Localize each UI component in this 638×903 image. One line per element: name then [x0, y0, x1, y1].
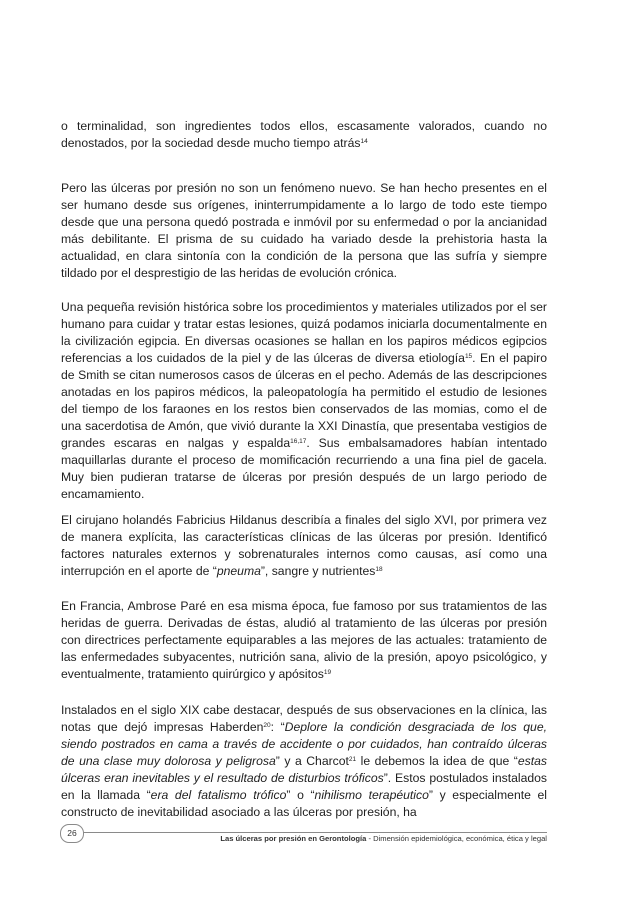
- text-run: o terminalidad, son ingredientes todos ellos, escasamente valorados, cuando no denostados, por la sociedad desde mucho tiempo atrás: [61, 119, 547, 150]
- footnote-ref: 20: [263, 722, 271, 729]
- text-run: : “: [270, 720, 285, 734]
- paragraph-2: [61, 180, 547, 282]
- text-run: ” y a Charcot: [275, 754, 349, 768]
- footnote-ref: 19: [323, 669, 332, 676]
- footer-subtitle: - Dimensión epidemiológica, económica, ética y legal: [366, 834, 547, 843]
- text-run: ”. Estos postulados instalados en la llamada “: [61, 771, 547, 802]
- text-run: le debemos la idea de que “: [356, 754, 518, 768]
- footnote-ref: 16,17: [290, 438, 307, 445]
- text-run: ”, sangre y nutrientes: [260, 564, 376, 578]
- italic-quote: Deplore la condición desgraciada de los que, siendo postrados en cama a través de accidente o por cuidados, han contraído úlceras de una clase muy dolorosa y peligrosa: [61, 720, 547, 768]
- text-run: ” y especialmente el constructo de inevitabilidad asociado a las úlceras por presión, ha: [61, 788, 547, 819]
- paragraph-6: [61, 702, 547, 821]
- paragraph-4: [61, 512, 547, 580]
- italic-quote: nihilismo terapéutico: [314, 788, 429, 802]
- italic-quote: estas úlceras eran inevitables y el resultado de disturbios tróficos: [61, 754, 547, 785]
- text-run: En Francia, Ambrose Paré en esa misma época, fue famoso por sus tratamientos de las heridas de guerra. Derivadas de éstas, aludió al tratamiento de las úlceras por presión con directrices perfectamente equiparables a las mejores de las actuales: tratamiento de las enfermedades subyacentes, nutrición sana, alivio de la presión, apoyo psicológico, y eventualmente, tratamiento quirúrgico y apósitos: [61, 599, 547, 681]
- footer-book-title: Las úlceras por presión en Gerontología: [220, 834, 367, 843]
- footer-rule: [61, 832, 547, 833]
- text-run: . Sus embalsamadores habían intentado maquillarlas durante el proceso de momificación recurriendo a una fina piel de gacela. Muy bien pudieran tratarse de úlceras por presión después de un largo periodo de encamamiento.: [61, 436, 547, 501]
- paragraph-5: [61, 598, 547, 683]
- text-run: . En el papiro de Smith se citan numerosos casos de úlceras en el pecho. Además de las descripciones anotadas en los papiros médicos, la paleopatología ha permitido el estudio de lesiones del tiempo de los faraones en los restos bien conservados de las momias, como el de una sacerdotisa de Amón, que vivió durante la XXI Dinastía, que presentaba vestigios de grandes escaras en nalgas y espalda: [61, 351, 547, 450]
- text-run: Instalados en el siglo XIX cabe destacar, después de sus observaciones en la clínica, las notas que dejó impresas Haberden: [61, 703, 547, 734]
- text-run: Pero las úlceras por presión no son un fenómeno nuevo. Se han hecho presentes en el ser humano desde sus orígenes, ininterrumpidamente a lo largo de todo este tiempo desde que una persona quedó postrada e inmóvil por su enfermedad o por la ancianidad más debilitante. El prisma de su cuidado ha variado desde la prehistoria hasta la actualidad, en clara sintonía con la condición de la persona que las sufría y siempre tildado por el desprestigio de las heridas de evolución crónica.: [61, 181, 547, 280]
- text-run: El cirujano holandés Fabricius Hildanus describía a finales del siglo XVI, por primera vez de manera explícita, las características clínicas de las úlceras por presión. Identificó factores naturales externos y sobrenaturales internos como causas, así como una interrupción en el aporte de “: [61, 513, 547, 578]
- footnote-ref: 21: [348, 756, 357, 763]
- italic-quote: era del fatalismo trófico: [150, 788, 287, 802]
- footnote-ref: 15: [464, 353, 473, 360]
- page-number: 26: [60, 824, 84, 843]
- paragraph-1: [61, 118, 547, 152]
- text-run: ” o “: [286, 788, 315, 802]
- running-footer: [220, 834, 547, 844]
- text-run: Una pequeña revisión histórica sobre los procedimientos y materiales utilizados por el ser humano para cuidar y tratar estas lesiones, quizá podamos iniciarla documentalmente en la civilización egipcia. En diversas ocasiones se hallan en los papiros médicos egipcios referencias a los cuidados de la piel y de las úlceras de diversa etiología: [61, 300, 547, 365]
- italic-quote: pneuma: [216, 564, 261, 578]
- footnote-ref: 18: [375, 566, 383, 573]
- paragraph-3: [61, 299, 547, 503]
- footnote-ref: 14: [360, 138, 368, 145]
